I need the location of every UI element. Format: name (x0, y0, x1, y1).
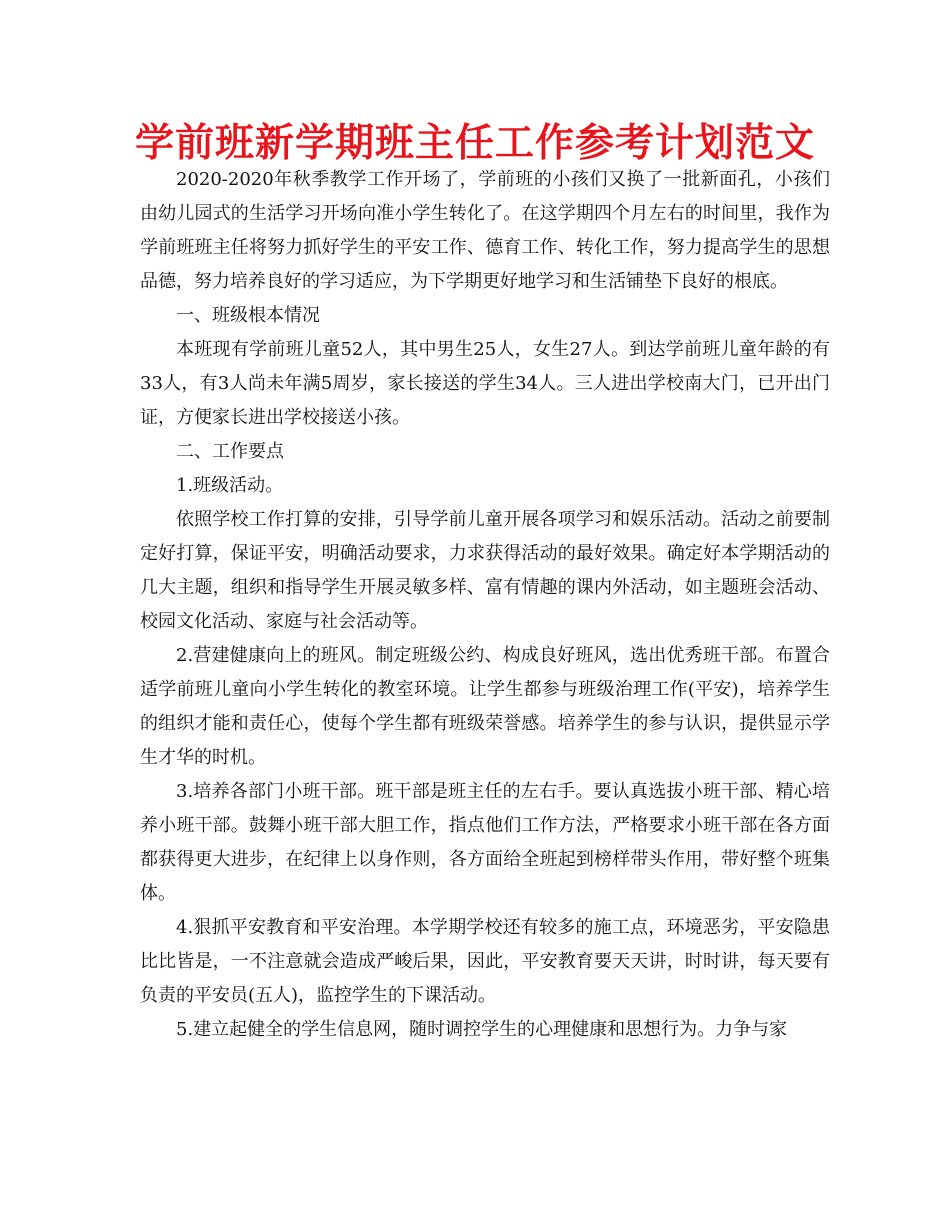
section-heading-work-points: 二、工作要点 (176, 441, 284, 462)
section-heading-class-situation: 一、班级根本情况 (176, 305, 320, 326)
item-student-info-network-paragraph: 5.建立起健全的学生信息网，随时调控学生的心理健康和思想行为。力争与家 (176, 1019, 788, 1040)
item-class-style-paragraph: 2.营建健康向上的班风。制定班级公约、构成良好班风，选出优秀班干部。布置合适学前班儿童向小学生转化的教室环境。让学生都参与班级治理工作(平安)，培养学生的组织才能和责任心，使每个学生都有班级荣誉感。培养学生的参与认识，提供显示学生才华的时机。 (140, 645, 830, 768)
document-body (140, 163, 830, 1047)
intro-paragraph: 2020-2020年秋季教学工作开场了，学前班的小孩们又换了一批新面孔，小孩们由幼儿园式的生活学习开场向准小学生转化了。在这学期四个月左右的时间里，我作为学前班班主任将努力抓好学生的平安工作、德育工作、转化工作，努力提高学生的思想品德，努力培养良好的学习适应，为下学期更好地学习和生活铺垫下良好的根底。 (140, 169, 830, 292)
item-heading-class-activities: 1.班级活动。 (176, 475, 284, 496)
class-activities-paragraph: 依照学校工作打算的安排，引导学前儿童开展各项学习和娱乐活动。活动之前要制定好打算，保证平安，明确活动要求，力求获得活动的最好效果。确定好本学期活动的几大主题，组织和指导学生开展灵敏多样、富有情趣的课内外活动，如主题班会活动、校园文化活动、家庭与社会活动等。 (140, 509, 830, 632)
item-class-cadres-paragraph: 3.培养各部门小班干部。班干部是班主任的左右手。要认真选拔小班干部、精心培养小班干部。鼓舞小班干部大胆工作，指点他们工作方法，严格要求小班干部在各方面都获得更大进步，在纪律上以身作则，各方面给全班起到榜样带头作用，带好整个班集体。 (140, 781, 830, 904)
class-situation-paragraph: 本班现有学前班儿童52人，其中男生25人，女生27人。到达学前班儿童年龄的有33人，有3人尚未年满5周岁，家长接送的学生34人。三人进出学校南大门，已开出门证，方便家长进出学校接送小孩。 (140, 339, 830, 428)
document-title: 学前班新学期班主任工作参考计划范文 (134, 121, 815, 166)
item-safety-education-paragraph: 4.狠抓平安教育和平安治理。本学期学校还有较多的施工点，环境恶劣，平安隐患比比皆是，一不注意就会造成严峻后果，因此，平安教育要天天讲，时时讲，每天要有负责的平安员(五人)，监控学生的下课活动。 (140, 917, 830, 1006)
